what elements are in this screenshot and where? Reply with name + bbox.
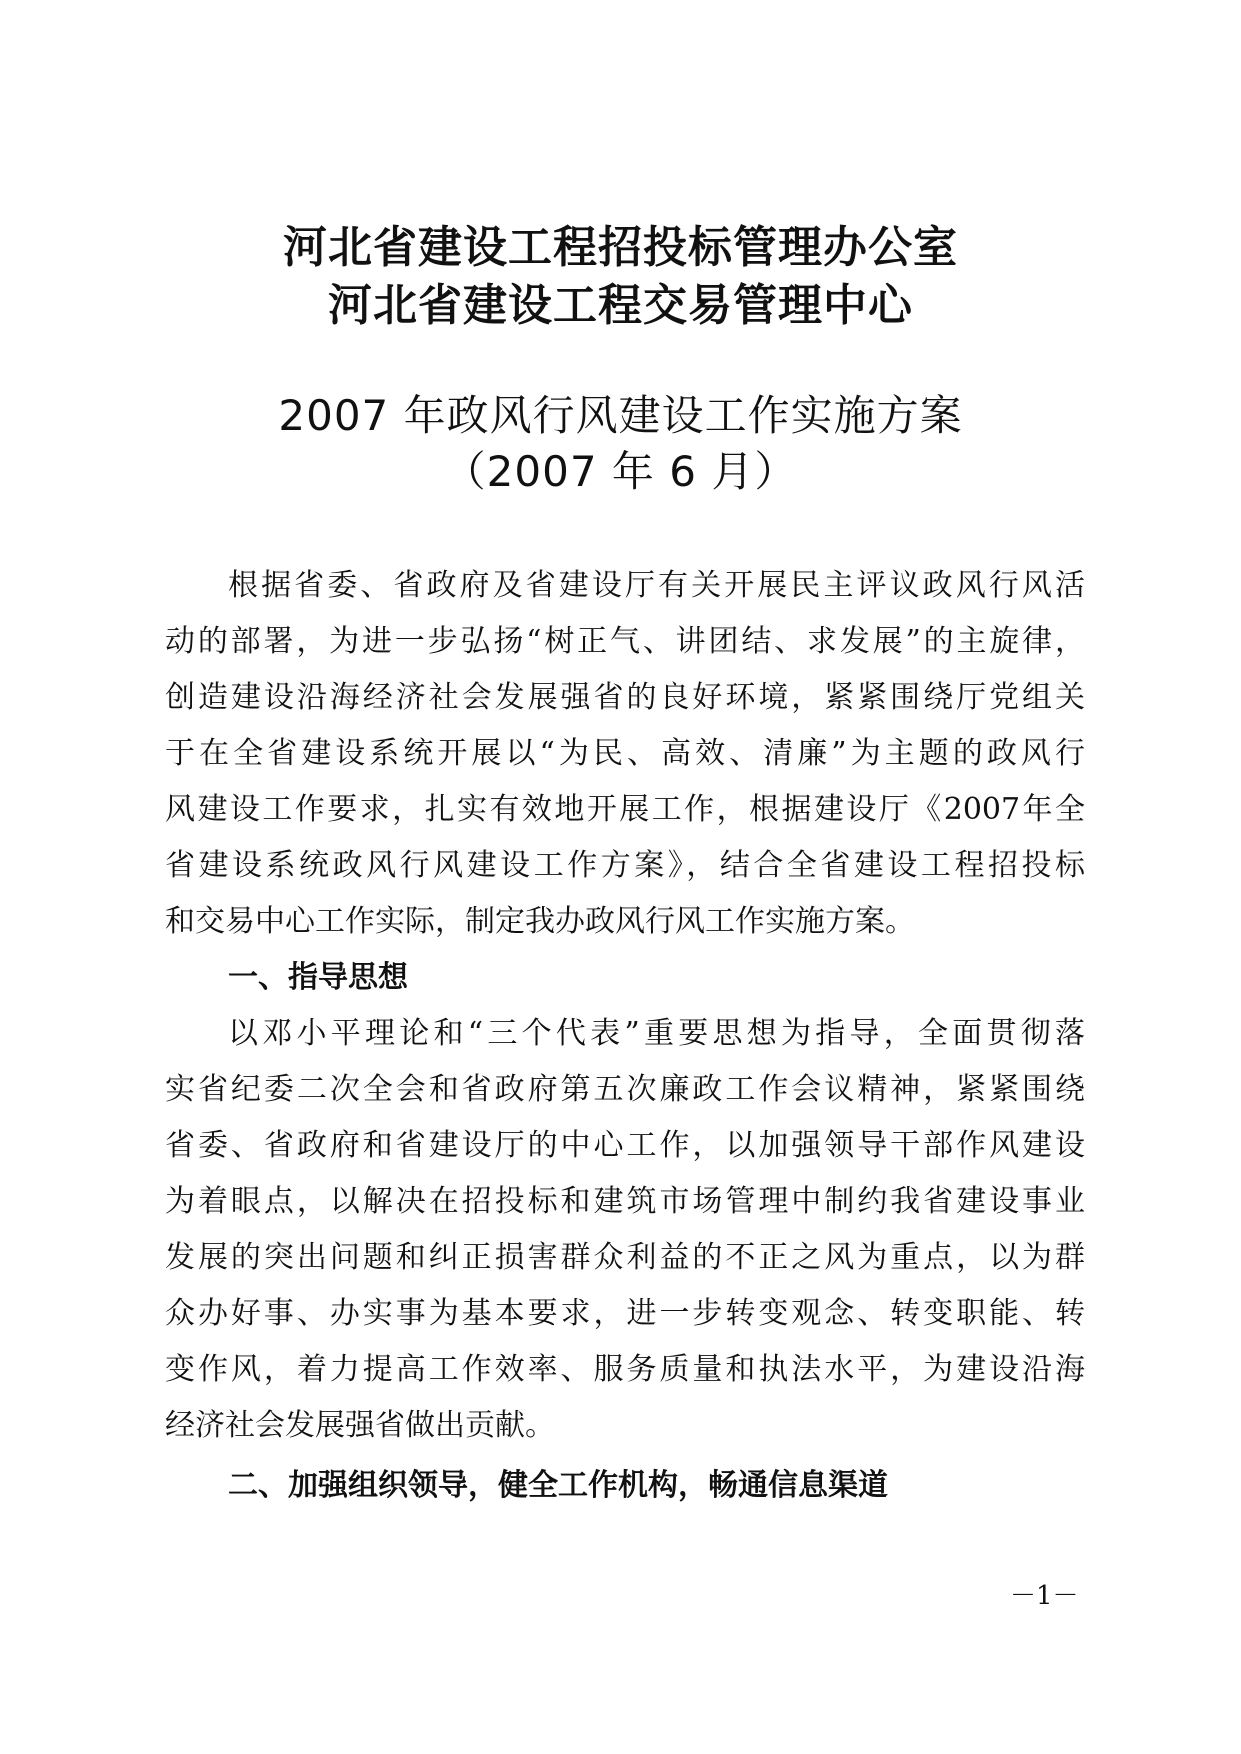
paragraph-line: 风建设工作要求，扎实有效地开展工作，根据建设厅《2007年全 — [165, 792, 1085, 827]
document-title: 2007 年政风行风建设工作实施方案 — [278, 391, 963, 440]
paragraph-line: 实省纪委二次全会和省政府第五次廉政工作会议精神，紧紧围绕 — [165, 1072, 1085, 1107]
paragraph-line: 动的部署，为进一步弘扬“树正气、讲团结、求发展”的主旋律， — [165, 624, 1085, 659]
paragraph-line: 创造建设沿海经济社会发展强省的良好环境，紧紧围绕厅党组关 — [165, 680, 1085, 715]
paragraph-line: 为着眼点，以解决在招投标和建筑市场管理中制约我省建设事业 — [165, 1184, 1085, 1219]
paragraph-line: 变作风，着力提高工作效率、服务质量和执法水平，为建设沿海 — [165, 1352, 1085, 1387]
org-title-line-1: 河北省建设工程招投标管理办公室 — [283, 222, 958, 273]
section-heading-2: 二、加强组织领导，健全工作机构，畅通信息渠道 — [228, 1468, 888, 1503]
paragraph-line: 和交易中心工作实际，制定我办政风行风工作实施方案。 — [165, 904, 915, 939]
paragraph-line: 经济社会发展强省做出贡献。 — [165, 1408, 555, 1443]
paragraph-line: 发展的突出问题和纠正损害群众利益的不正之风为重点，以为群 — [165, 1240, 1085, 1275]
paragraph-line: 省建设系统政风行风建设工作方案》，结合全省建设工程招投标 — [165, 848, 1085, 883]
paragraph-line: 根据省委、省政府及省建设厅有关开展民主评议政风行风活 — [228, 568, 1085, 603]
paragraph-line: 于在全省建设系统开展以“为民、高效、清廉”为主题的政风行 — [165, 736, 1085, 771]
paragraph-line: 众办好事、办实事为基本要求，进一步转变观念、转变职能、转 — [165, 1296, 1085, 1331]
page-number: －1－ — [1010, 1581, 1079, 1611]
paragraph-line: 省委、省政府和省建设厅的中心工作，以加强领导干部作风建设 — [165, 1128, 1085, 1163]
document-date: （2007 年 6 月） — [443, 447, 798, 496]
org-title-line-2: 河北省建设工程交易管理中心 — [328, 280, 913, 331]
paragraph-line: 以邓小平理论和“三个代表”重要思想为指导，全面贯彻落 — [228, 1016, 1085, 1051]
section-heading-1: 一、指导思想 — [228, 960, 408, 995]
